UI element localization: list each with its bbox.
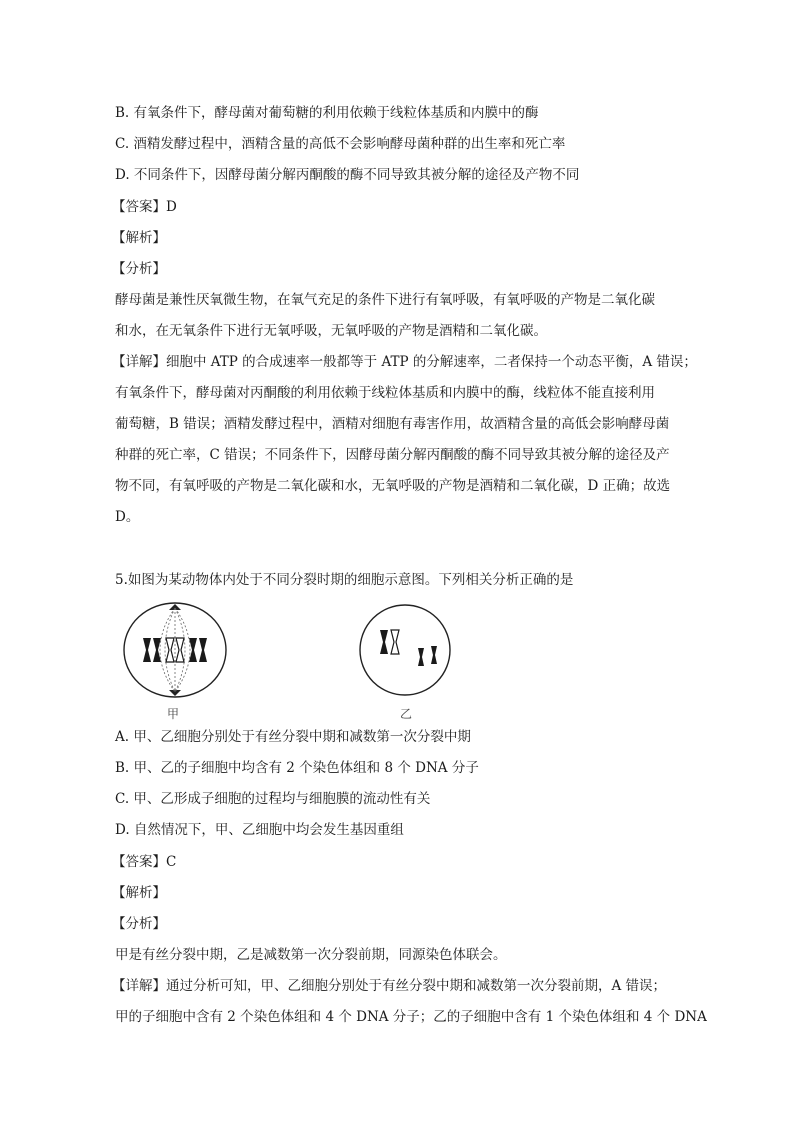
analysis-text-q4-line1: 酵母菌是兼性厌氧微生物，在氧气充足的条件下进行有氧呼吸，有氧呼吸的产物是二氧化碳 bbox=[115, 292, 655, 308]
cell-jia bbox=[124, 603, 226, 697]
detail-q5-line1: 【详解】通过分析可知，甲、乙细胞分别处于有丝分裂中期和减数第一次分裂前期，A 错误； bbox=[112, 978, 667, 994]
detail-q4-line4: 种群的死亡率，C 错误；不同条件下，因酵母菌分解丙酮酸的酶不同导致其被分解的途径及产 bbox=[115, 447, 670, 463]
detail-q4-line1: 【详解】细胞中 ATP 的合成速率一般都等于 ATP 的分解速率，二者保持一个动态平衡，A 错误； bbox=[112, 354, 697, 370]
option-a-q5: A. 甲、乙细胞分别处于有丝分裂中期和减数第一次分裂中期 bbox=[115, 729, 471, 745]
cell-yi bbox=[360, 605, 450, 695]
detail-q4-line6: D。 bbox=[115, 509, 140, 525]
cell-division-figure bbox=[115, 600, 555, 725]
detail-q5-line2: 甲的子细胞中含有 2 个染色体组和 4 个 DNA 分子；乙的子细胞中含有 1 个染色体组和 4 个 DNA bbox=[115, 1009, 707, 1025]
option-d-q5: D. 自然情况下，甲、乙细胞中均会发生基因重组 bbox=[115, 822, 404, 838]
detail-q4-line5: 物不同，有氧呼吸的产物是二氧化碳和水，无氧呼吸的产物是酒精和二氧化碳，D 正确；故选 bbox=[115, 478, 671, 494]
analysis-sub-heading-q4: 【分析】 bbox=[112, 261, 166, 277]
option-b-q5: B. 甲、乙的子细胞中均含有 2 个染色体组和 8 个 DNA 分子 bbox=[115, 760, 479, 776]
analysis-text-q5: 甲是有丝分裂中期，乙是减数第一次分裂前期，同源染色体联会。 bbox=[115, 947, 507, 963]
option-b-q4: B. 有氧条件下，酵母菌对葡萄糖的利用依赖于线粒体基质和内膜中的酶 bbox=[115, 105, 539, 121]
label-yi: 乙 bbox=[400, 707, 413, 721]
question-5-stem: 5.如图为某动物体内处于不同分裂时期的细胞示意图。下列相关分析正确的是 bbox=[115, 572, 574, 588]
analysis-text-q4-line2: 和水，在无氧条件下进行无氧呼吸，无氧呼吸的产物是酒精和二氧化碳。 bbox=[115, 323, 547, 339]
option-c-q5: C. 甲、乙形成子细胞的过程均与细胞膜的流动性有关 bbox=[115, 791, 431, 807]
answer-q4: 【答案】D bbox=[112, 199, 177, 215]
cell-division-diagram bbox=[115, 600, 555, 725]
detail-q4-line2: 有氧条件下，酵母菌对丙酮酸的利用依赖于线粒体基质和内膜中的酶，线粒体不能直接利用 bbox=[115, 385, 655, 401]
option-c-q4: C. 酒精发酵过程中，酒精含量的高低不会影响酵母菌种群的出生率和死亡率 bbox=[115, 136, 566, 152]
analysis-heading-q5: 【解析】 bbox=[112, 885, 166, 901]
label-jia: 甲 bbox=[167, 707, 180, 721]
detail-q4-line3: 葡萄糖，B 错误；酒精发酵过程中，酒精对细胞有毒害作用，故酒精含量的高低会影响酵母菌 bbox=[115, 416, 670, 432]
analysis-heading-q4: 【解析】 bbox=[112, 230, 166, 246]
answer-q5: 【答案】C bbox=[112, 854, 177, 870]
option-d-q4: D. 不同条件下，因酵母菌分解丙酮酸的酶不同导致其被分解的途径及产物不同 bbox=[115, 167, 580, 183]
analysis-sub-heading-q5: 【分析】 bbox=[112, 916, 166, 932]
